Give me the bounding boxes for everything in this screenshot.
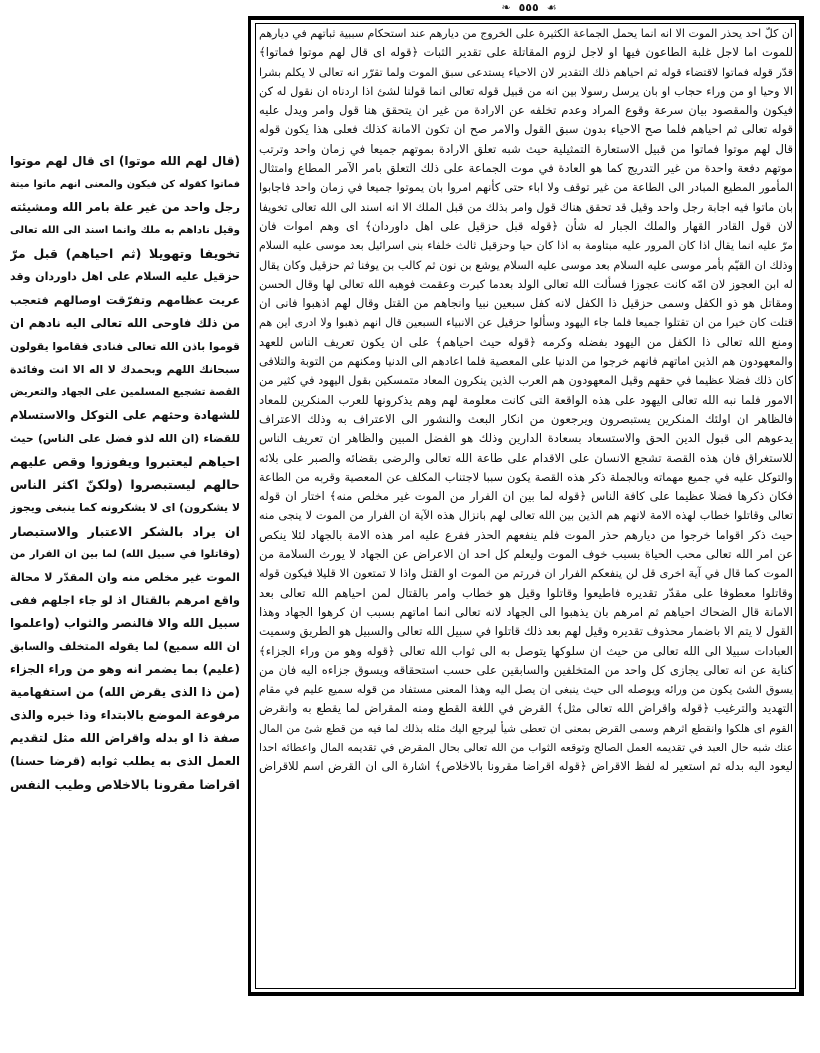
main-text-line: تعالى وقاتلوا خطاب لهذه الامة لانهم هم الذين بين الله تعالى لهم بانزال هذه الآية ان الفرار من الموت لا ينجى منه [259,509,793,523]
margin-text-line: العمل الذى به يطلب ثوابه (قرضا حسنا) [10,754,240,769]
main-text-line: يسوق الشئ يكون من ورائه ويوصله الى حيث ينبغى ان يصل اليه وهذا المعنى مستفاد من قوله سميع عليم في مقام [259,683,793,697]
margin-text-line: قوموا باذن الله تعالى فنادى فقاموا يقولون [10,339,240,353]
main-text-line: وقاتلوا معطوفا على مقدّر تقديره فاطيعوا وقاتلوا وقيل هو خطاب وامر بالقتال لمن احياهم الله تعالى بعد [259,585,793,600]
margin-text-line: حزقيل عليه السلام على اهل داوردان وقد [10,270,240,284]
margin-text-line: للقضاء (ان الله لذو فضل على الناس) حيث [10,432,240,446]
margin-text-line: لا يشكرون) اى لا يشكرونه كما ينبغى ويجوز [10,501,240,515]
main-text-line: ومنع الله تعالى ذا الكفل من اليهود بفضله وكرمه ﴿قوله حيث احياهم﴾ على ان يكون تعريف الناس للعهد [259,334,793,349]
main-text-line: والمعهودون هم الذين اماتهم فانهم خرجوا من الدنيا على المعصية فلما اعادهم الى الدنيا ومكنهم من التوبة والتلافى [259,355,793,369]
main-text-line: الا وحيا او من وراء حجاب او بان يرسل رسولا بين انه من قبيل قوله تعالى انما قولنا لشئ اذا اردناه ان نقول له كن [259,84,793,98]
page-header [248,0,810,16]
main-text-line: قوله تعالى ثم احياهم فلما صح الاحياء بدون سبق القول والامر صح ان تكون الامانة كذلك فعلى هذا يكون قوله [259,122,793,137]
main-text-line: العبادات سبيلا الى الله تعالى من حيث ان سلوكها يتوصل به الى ثواب الله تعالى ﴿قوله وهو من وراء الجزاء﴾ [259,643,793,658]
margin-text-line: سبيل الله والا فالنصر والثواب (واعلموا [10,615,240,630]
margin-text-line: للشهادة وحثهم على التوكل والاستسلام [10,408,240,423]
margin-text-line: (عليم) بما يضمر انه وهو من وراء الجزاء [10,662,240,677]
main-text-line: ان كلّ احد يحذر الموت الا انه انما يحمل الجماعة الكثيرة على الخروج من ديارهم عند استحكام سببية ثباتهم في ديارهم [259,27,793,40]
margin-text-line: صفة ذا او بدله واقراض الله مثل لتقديم [10,731,240,746]
margin-text-line: حالهم ليستبصروا (ولكنّ اكثر الناس [10,477,240,493]
right-ornament-icon: ☙ [546,1,557,14]
main-text-line: القول لا يتم الا باضمار محذوف تقديره وقيل لهم بعد ذلك قاتلوا في سبيل الله تعالى والسبيل هو الطريق وسميت [259,624,793,639]
margin-text-line: القصة تشجيع المسلمين على الجهاد والتعريض [10,386,240,398]
main-text-line: والتوكل عليه في جميع مهماته وبالجملة ذكر هذه القصة يكون سببا لاجتناب المكلف عن المعصية وقربه من الطاعة [259,470,793,484]
margin-text-line: سبحانك اللهم وبحمدك لا اله الا انت وفائدة [10,362,240,376]
main-text-line: موتهم دفعة واحدة من غير التدريج كما هو العادة في موت الجماعة على ذلك التعلق بامر الآمر المطاع وامتثال [259,161,793,176]
margin-text-line: تخويفا وتهويلا (ثم احياهم) قبل مرّ [10,246,240,262]
main-text-line: الامانة قال الضحاك احياهم ثم امرهم بان يذهبوا الى الجهاد لانه تعالى انما اماتهم بسبب ان كرهوا الجهاد وهذا [259,604,793,619]
main-text-line: قدّر قوله فماتوا لاقتضاء قوله ثم احياهم ذلك التقدير لان الاحياء يستدعى سبق الموت ولما تقرّر انه تعالى لا يكلم بشرا [259,65,793,79]
main-text-frame [248,16,804,996]
margin-text-line: مرفوعة الموضع بالابتداء وذا خبره والذى [10,708,240,723]
main-text-line: ومقاتل هو ذو الكفل وسمى حزقيل ذا الكفل لانه كفل سبعين نبيا وانجاهم من القتل وقال لهم اذهبوا فانى ان [259,296,793,311]
main-text-line: فالظاهر ان اولئك المنكرين يستبصرون ويرجعون من انكار البعث والنشور الى الاعتراف به وذلك الاعتراف [259,411,793,426]
main-text-line: ليعود اليه بدله ثم استعير له لفظ الاقراض ﴿قوله اقراضا مقرونا بالاخلاص﴾ اشارة الى ان القرض اسم للاقراض [259,759,793,774]
main-commentary-text [259,24,793,988]
main-text-line: للموت اما لاجل غلبة الطاعون فيها او لاجل لزوم المقاتلة على تقدير الثبات ﴿قوله اى قال لهم موتوا فماتوا﴾ [259,45,793,60]
margin-text-line: اقراضا مقرونا بالاخلاص وطيب النفس [10,777,240,792]
margin-gloss-column [10,150,240,797]
main-text-line: كان ذلك فضلا عظيما في حقهم وقيل المعهودون هم العرب الذين ينكرون المعاد متمسكين بقول اليهود في كثير من [259,374,793,388]
main-text-line: فكان ذكرها فضلا عظيما على كافة الناس ﴿قوله لما بين ان الفرار من الموت غير مخلص منه﴾ اختار ان قوله [259,489,793,504]
margin-text-line: رجل واحد من غير علة بامر الله ومشيئته [10,200,240,215]
margin-text-line: الموت غير مخلص منه وان المقدّر لا محالة [10,570,240,584]
main-text-line: له ابن العجوز لان امّه كانت عجوزا فسألت الله تعالى الولد بعدما كبرت وعقمت فوهبه الله تعالى لها وقال الحسن [259,277,793,291]
margin-text-line: (وقاتلوا في سبيل الله) لما بين ان الفرار من [10,548,240,560]
page-number: ٥٥٥ [518,1,539,14]
margin-text-line: وقيل ناداهم به ملك وانما اسند الى الله تعالى [10,225,240,237]
margin-text-line: احياهم ليعتبروا ويفوزوا وقص عليهم [10,454,240,470]
main-text-line: كناية عن انه تعالى يجازى كل واحد من المتخلفين والسابقين على حسب استحقاقه ويسوق جزاءه اليه فان من [259,662,793,677]
main-text-line: قال لهم موتوا فماتوا من قبيل الاستعارة التمثيلية حيث شبه تعلق الارادة بموتهم جميعا في زمان واحد وترتب [259,141,793,156]
margin-text-line: من ذلك فاوحى الله تعالى اليه نادهم ان [10,315,240,330]
main-text-line: الامور فلما نبه الله تعالى اليهود على هذه الواقعة التى كانت معلومة لهم وهم يذكرونها للعرب المنكرين للمعاد [259,392,793,407]
main-text-line: عنك شبه حال العبد في تقديمه العمل الصالح وتوقعه الثواب من الله تعالى بحال المقرض في تقديمه المال واعطائه احدا [259,740,793,754]
main-text-line: عن امر الله تعالى محب الحياة بسبب خوف الموت وليعلم كل احد ان الاعراض عن الجهاد لا يورث السلامة من [259,547,793,562]
main-text-line: المأمور المطيع المبادر الى الطاعة من غير توقف ولا اباء حتى كأنهم امروا بان يموتوا جميعا في زمان واحد فاجابوا [259,181,793,195]
main-text-line: القوم اى هلكوا وانقطع اثرهم وسمى القرض بمعنى ان تعطى شيأ ليرجع اليك مثله بذلك لما فيه من قطع شئ من المال [259,721,793,735]
margin-text-line: عريت عظامهم وتفرّقت اوصالهم فتعجب [10,292,240,307]
margin-text-line: (من ذا الذى يقرض الله) من استفهامية [10,685,240,700]
main-text-line: يدعوهم الى قبول الدين الحق والاستسعاد بسعادة الدارين وذلك هو الفضل المبين والظاهر ان تعريف الناس [259,431,793,446]
main-text-line: حيث ذكر اقواما خرجوا من ديارهم حذر الموت فلم ينفعهم الحذر ففرع عليه امر هذه الامة بالجهاد لئلا ينكص [259,527,793,542]
main-text-line: قتلت كان خيرا من ان تقتلوا جميعا فلما جاء اليهود وسألوا حزقيل عن الانبياء السبعين قال انهم ذهبوا ولا ادرى اين هم [259,316,793,330]
main-text-line: وذلك ان القيّم بأمر موسى عليه السلام بعد موسى عليه السلام يوشع بن نون ثم كالب بن يوفنا ثم حزقيل وكان يقال [259,258,793,272]
main-text-line: الموت كما قال في آية اخرى قل لن ينفعكم الفرار ان فررتم من الموت او القتل واذا لا تمتعون الا قليلا فيكون قوله [259,567,793,581]
margin-text-line: واقع امرهم بالقتال اذ لو جاء اجلهم ففى [10,592,240,607]
main-text-line: فيكون والمقصود بيان سرعة وقوع المراد وعدم تخلفه عن الارادة من غير ان يتحقق هنا قول وامر ويدل عليه [259,103,793,118]
main-text-line: مرّ عليه انما يقال اذا كان المرور عليه مبتاومة به اذا كان حيا وحزقيل ثالث خلفاء بنى اسرائيل بعد موسى عليه السلام [259,239,793,253]
left-ornament-icon: ❧ [501,1,511,14]
margin-text-line: (قال لهم الله موتوا) اى قال لهم موتوا [10,154,240,168]
main-text-line: التهديد والترغيب ﴿قوله واقراض الله تعالى مثل﴾ القرض في اللغة القطع ومنه المقراض لما يقطع به وانقرض [259,701,793,716]
main-text-line: للاستغراق فان هذه القصة تشجع الانسان على الاقدام على طاعة الله تعالى والرضى بقضائه والصبر على بلائه [259,450,793,465]
margin-text-line: فماتوا كقوله كن فيكون والمعنى انهم ماتوا ميتة [10,179,240,191]
margin-text-line: ان الله سميع) لما يقوله المتخلف والسابق [10,639,240,653]
main-text-line: لان قول القادر القهار والملك الجبار له شأن ﴿قوله قبل حزقيل على اهل داوردان﴾ اى وهم اموات فان [259,218,793,233]
margin-text-line: ان يراد بالشكر الاعتبار والاستبصار [10,523,240,539]
main-text-line: بان ماتوا فيه اجابة رجل واحد وقيل قد تحقق هناك قول وامر بذلك من قبل الملك الا انه اسند الى الله تعالى تخويفا [259,200,793,214]
